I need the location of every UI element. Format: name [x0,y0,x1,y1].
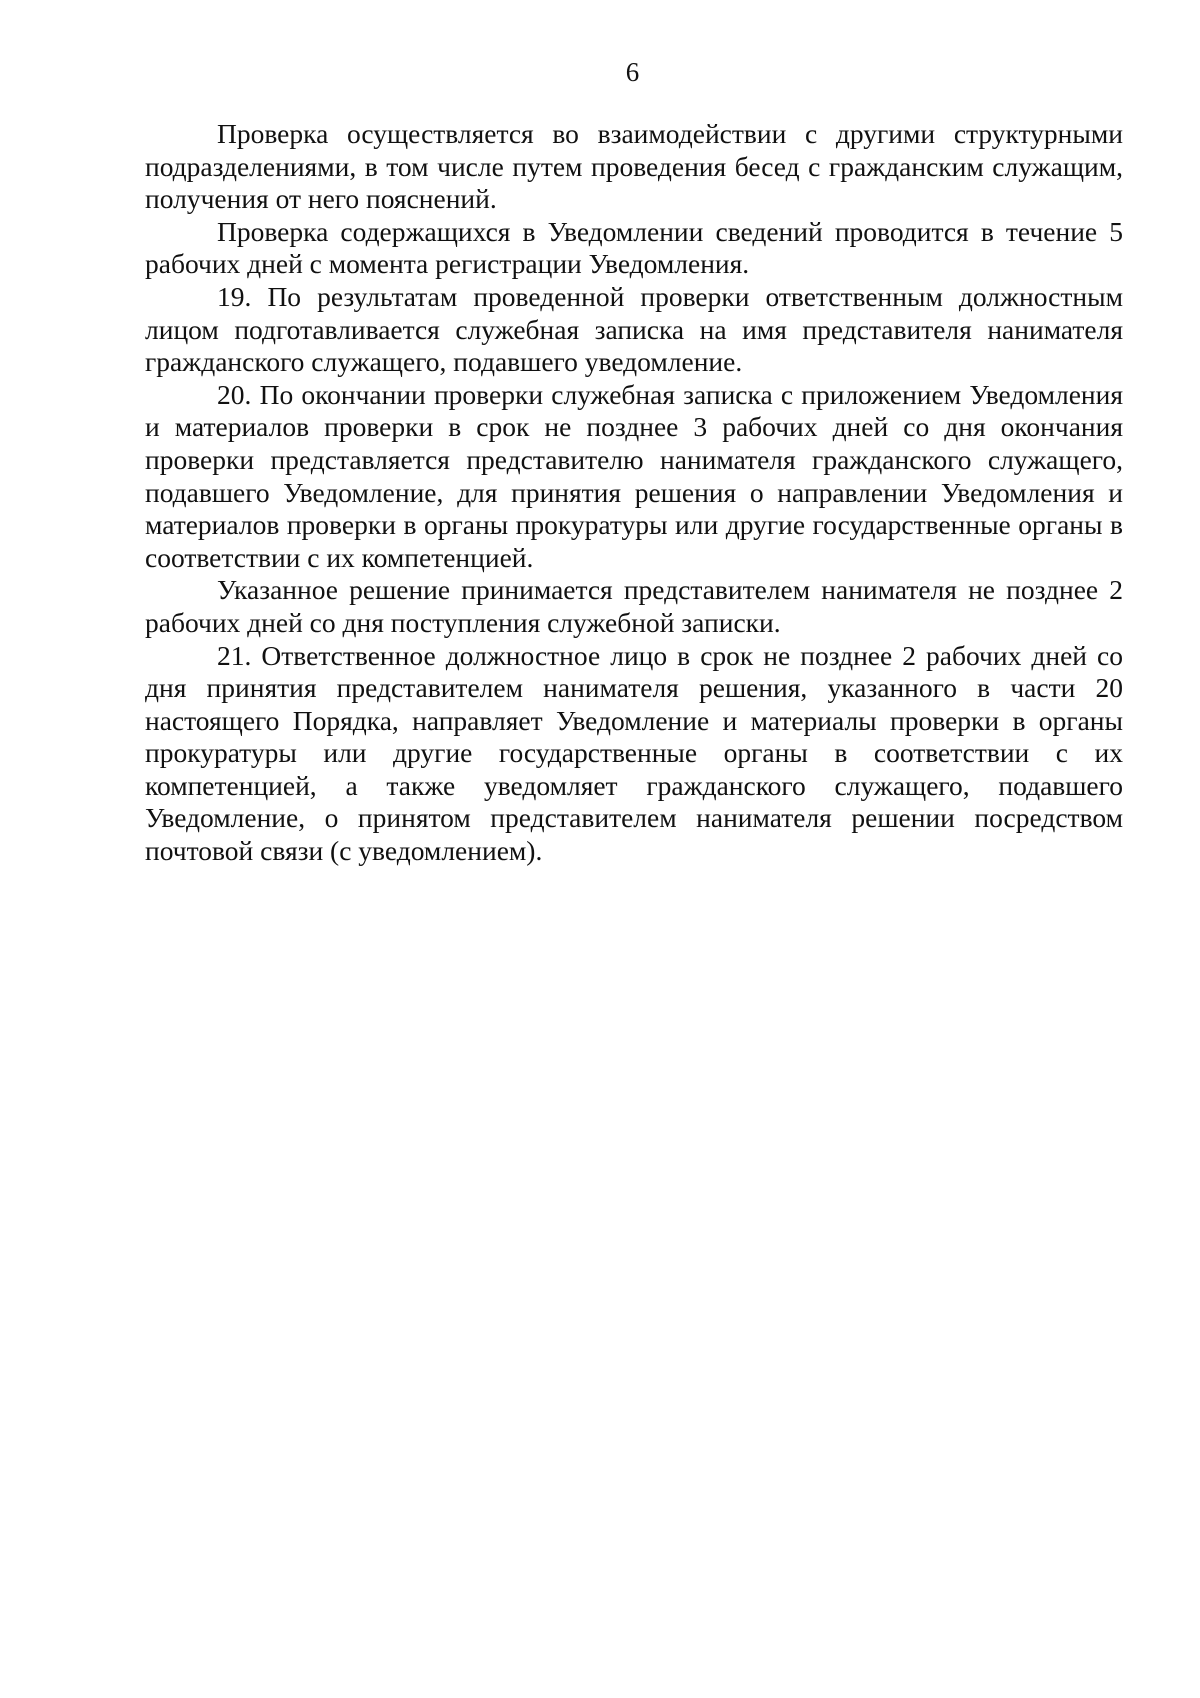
page-number: 6 [625,57,640,87]
paragraph-20: 20. По окончании проверки служебная записка с приложением Уведомления и материалов проверки в срок не позднее 3 рабочих дней со дня окончания проверки представляется представителю нанимателя гражданского служащего, подавшего Уведомление, для принятия решения о направлении Уведомления и материалов проверки в органы прокуратуры или другие государственные органы в соответствии с их компетенцией. [145,378,1123,573]
document-body [145,118,1123,868]
paragraph-verification-cooperation: Проверка осуществляется во взаимодействии с другими структурными подразделениями, в том числе путем проведения бесед с гражданским служащим, получения от него пояснений. [145,118,1123,215]
paragraph-verification-period: Проверка содержащихся в Уведомлении сведений проводится в течение 5 рабочих дней с момента регистрации Уведомления. [145,215,1123,280]
paragraph-21: 21. Ответственное должностное лицо в срок не позднее 2 рабочих дней со дня принятия представителем нанимателя решения, указанного в части 20 настоящего Порядка, направляет Уведомление и материалы проверки в органы прокуратуры или другие государственные органы в соответствии с их компетенцией, а также уведомляет гражданского служащего, подавшего Уведомление, о принятом представителем нанимателя решении посредством почтовой связи (с уведомлением). [145,639,1123,867]
paragraph-decision-deadline: Указанное решение принимается представителем нанимателя не позднее 2 рабочих дней со дня поступления служебной записки. [145,574,1123,638]
paragraph-19: 19. По результатам проведенной проверки ответственным должностным лицом подготавливается служебная записка на имя представителя нанимателя гражданского служащего, подавшего уведомление. [145,280,1123,378]
